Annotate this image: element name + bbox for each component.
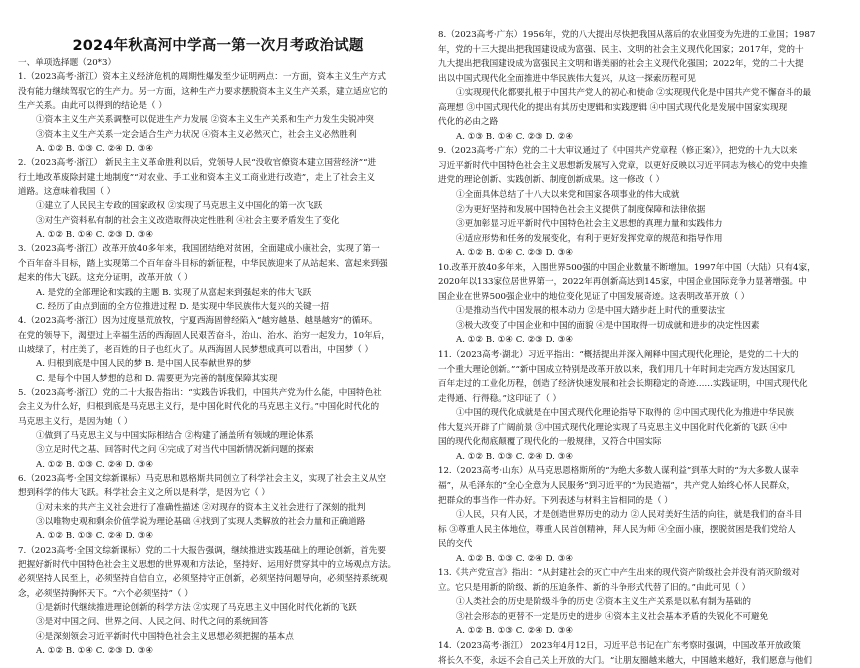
text-line: 进党的理论创新、实践创新、制度创新成果。这一修改（ ） xyxy=(438,175,665,186)
text-line: C. 是每个中国人梦想的总和 D. 需要更为完善的制度保障其实现 xyxy=(36,373,278,384)
text-line: 国的现代化彻底颠覆了现代化的一般规律，又符合中国实际 xyxy=(438,437,662,448)
text-line: 出以中国式现代化全面推进中华民族伟大复兴，从这一探索历程可见 xyxy=(438,73,696,84)
text-line: ④是深刻领会习近平新时代中国特色社会主义思想必须把握的基本点 xyxy=(36,631,294,642)
text-line: 立。它只是用新的阶级、新的压迫条件、新的斗争形式代替了旧的。”由此可见（ ） xyxy=(438,582,751,593)
text-line: 11.（2023高考·湖北）习近平指出：“概括提出并深入阐释中国式现代化理论，是党的二十大的 xyxy=(438,350,799,361)
text-line: 将长久不变，永远不会自己关上开放的大门。“让朋友圈越来越大，中国越来越好，我们愿意与他们 xyxy=(438,655,812,666)
text-line: 百年走过的工业化历程，创造了经济快速发展和社会长期稳定的奇迹……实践证明，中国式现代化 xyxy=(438,379,808,390)
text-line: 没有能力继续驾驭它的生产力。另一方面，这种生产力要求摆脱资本主义生产关系，建立适应它的 xyxy=(18,86,388,97)
text-line: 国企业在世界500强企业中的地位变化见证了中国发展奇迹。这表明改革开放（ ） xyxy=(438,291,750,302)
text-line: 2.（2023高考·浙江） 新民主主义革命胜利以后，党领导人民“没收官僚资本建立国营经济”“进 xyxy=(18,158,377,169)
left-text-lines xyxy=(18,56,396,658)
text-line: 起来的伟大飞跃。这充分证明，改革开放（ ） xyxy=(18,273,193,284)
text-line: 13.《共产党宣言》指出：“从封建社会的灭亡中产生出来的现代资产阶级社会并没有消灭阶级对 xyxy=(438,568,800,579)
text-line: ③立足时代之基、回答时代之问 ④完成了对当代中国新情况新问题的探索 xyxy=(36,445,314,456)
text-line: ①人类社会的历史是阶级斗争的历史 ②资本主义生产关系是以私有制为基础的 xyxy=(456,597,751,608)
text-line: 2020年以133家位居世界第一，2022年再创新高达到145家，中国企业国际竞争力显著增强。中 xyxy=(438,277,807,288)
text-line: ①资本主义生产关系调整可以促进生产力发展 ②资本主义生产关系和生产力发生尖锐冲突 xyxy=(36,115,374,126)
text-line: ①全面具体总结了十八大以来党和国家各项事业的伟大成就 xyxy=(456,190,680,201)
text-line: 把握好新时代中国特色社会主义思想的世界观和方法论，坚持好、运用好贯穿其中的立场观点方法。 xyxy=(18,560,397,571)
text-line: 14.（2023高考·浙江） 2023年4月12日，习近平总书记在广东考察时强调，中国改革开放政策 xyxy=(438,640,801,651)
text-line: 6.（2023高考·全国文综新课标）马克思和恩格斯共同创立了科学社会主义，实现了社会主义从空 xyxy=(18,473,386,484)
text-line: ①对未来的共产主义社会进行了准确性描述 ②对现存的资本主义社会进行了深刻的批判 xyxy=(36,502,366,513)
text-line: 在党的领导下，渴望过上幸福生活的西海固人民艰苦奋斗，治山、治水、治穷一起发力，10年后， xyxy=(18,330,390,341)
text-line: 10.改革开放40多年来，入围世界500强的中国企业数量不断增加。1997年中国（大陆）只有4家， xyxy=(438,262,816,273)
text-line: 年，党的十三大提出把我国建设成为富强、民主、文明的社会主义现代化国家；2017年，党的十 xyxy=(438,44,804,55)
text-line: A. ①② B. ①③ C. ②④ D. ③④ xyxy=(456,451,574,462)
text-line: ④适应形势和任务的发展变化，有利于更好发挥党章的规范和指导作用 xyxy=(456,233,723,244)
text-line: 8.（2023高考·广东）1956年，党的八大提出尽快把我国从落后的农业国变为先进的工业国；1987 xyxy=(438,30,816,40)
text-line: 习近平新时代中国特色社会主义思想新发展写入党章，以更好反映以习近平同志为核心的党中央推 xyxy=(438,160,808,171)
text-line: A. ①② B. ①③ C. ②④ D. ③④ xyxy=(36,459,154,470)
right-text-lines xyxy=(438,28,816,668)
text-line: 伟大复兴开辟了广阔前景 ③中国式现代化理论实现了马克思主义中国化时代化新的飞跃 ④中 xyxy=(438,422,788,433)
text-line: ①是推动当代中国发展的根本动力 ②是中国大踏步赶上时代的重要法宝 xyxy=(456,306,726,317)
text-line: ③更加彰显习近平新时代中国特色社会主义思想的真理力量和实践伟力 xyxy=(456,219,723,230)
text-line: 12.（2023高考·山东）从马克思恩格斯所的“为绝大多数人谋利益”到革大时的“为大多数人谋幸 xyxy=(438,466,799,477)
text-line: 4.（2023高考·浙江）因为过度垦荒放牧，宁夏西海固曾经陷入“越穷越垦、越垦越穷”的循环。 xyxy=(18,316,378,327)
text-line: A. ①② B. ①④ C. ②③ D. ③④ xyxy=(36,646,154,657)
text-line: 生产关系。由此可以得到的结论是（ ） xyxy=(18,101,167,112)
text-line: ③对生产资料私有制的社会主义改造取得决定性胜利 ④社会主要矛盾发生了变化 xyxy=(36,215,340,226)
text-line: ①建立了人民民主专政的国家政权 ②实现了马克思主义中国化的第一次飞跃 xyxy=(36,201,323,212)
text-line: C. 经历了由点到面的全方位推进过程 D. 是实现中华民族伟大复兴的关键一招 xyxy=(36,301,329,312)
text-line: A. ①② B. ①③ C. ②④ D. ③④ xyxy=(36,531,154,542)
text-line: 5.（2023高考·浙江）党的二十大报告指出：“实践告诉我们，中国共产党为什么能，中国特色社 xyxy=(18,387,382,398)
text-line: 民的交代 xyxy=(438,539,473,550)
page-title: 2024年秋高河中学高一第一次月考政治试题 xyxy=(72,38,364,54)
text-line: A. ①② B. ①③ C. ②④ D. ③④ xyxy=(36,144,154,155)
text-line: 3.（2023高考·浙江）改革开放40多年来，我国团结绝对贫困，全面建成小康社会，实现了第一 xyxy=(18,244,380,255)
text-line: 山坡绿了，村庄美了，老百姓的日子也红火了。从西海固人民梦想成真可以看出，中国梦（ ） xyxy=(18,344,374,355)
text-line: ①人民，只有人民，才是创造世界历史的动力 ②人民对美好生活的向往，就是我们的奋斗目 xyxy=(456,510,803,521)
text-line: 高理想 ③中国式现代化的提出有其历史逻辑和实践逻辑 ④中国式现代化是发展中国家实现现 xyxy=(438,102,788,113)
text-line: A. ①② B. ①④ C. ②③ D. ③④ xyxy=(456,335,574,346)
text-line: A. ①③ B. ①④ C. ②③ D. ②④ xyxy=(456,131,574,142)
text-line: ①实现现代化都要扎根于中国共产党人的初心和使命 ②实现现代化是中国共产党不懈奋斗的最 xyxy=(456,88,812,99)
text-line: 9.（2023高考·广东）党的二十大审议通过了《中国共产党章程（修正案）》，把党的十九大以来 xyxy=(438,146,798,157)
text-line: ③社会形态的更替不一定是历史的进步 ④资本主义社会基本矛盾的失锐化不可避免 xyxy=(456,611,769,622)
text-line: A. 归根到底是中国人民的梦 B. 是中国人民奉献世界的梦 xyxy=(36,359,252,370)
text-line: 代化的必由之路 xyxy=(438,117,499,128)
text-line: ③极大改变了中国企业和中国的面貌 ④是中国取得一切成就和进步的决定性因素 xyxy=(456,320,760,331)
text-line: ③以唯物史观和剩余价值学说为理论基础 ④找到了实现人类解放的社会力量和正确道路 xyxy=(36,517,366,527)
text-line: A. 是党的全部理论和实践的主题 B. 实现了从富起来到强起来的伟大飞跃 xyxy=(36,287,312,298)
text-line: ①是新时代继续推进理论创新的科学方法 ②实现了马克思主义中国化时代化新的飞跃 xyxy=(36,603,357,614)
text-line: 一个重大理论创新。”“新中国成立特别是改革开放以来，我们用几十年时间走完西方发达国家几 xyxy=(438,364,795,375)
text-line: ①中国的现代化成就是在中国式现代化理论指导下取得的 ②中国式现代化为推进中华民族 xyxy=(456,408,794,419)
text-line: 福”，从毛泽东的“全心全意为人民服务”到习近平的“为民造福”，共产党人始终心怀人民群众， xyxy=(438,480,796,491)
text-line: A. ①② B. ①④ C. ②③ D. ③④ xyxy=(456,248,574,259)
text-line: 会主义为什么好，归根到底是马克思主义行，是中国化时代化的马克思主义行。”中国化时代化的 xyxy=(18,402,380,413)
text-line: 九大提出把我国建设成为富强民主文明和谐美丽的社会主义现代化强国；2022年，党的二十大提 xyxy=(438,59,804,70)
text-line: 1.（2023高考·浙江）资本主义经济危机的周期性爆发至少证明两点：一方面，资本主义生产方式 xyxy=(18,72,386,83)
text-line: A. ①② B. ①③ C. ②④ D. ③④ xyxy=(456,553,574,564)
text-line: A. ①② B. ①③ C. ②④ D. ③④ xyxy=(456,626,574,637)
text-line: 想到科学的伟大飞跃。科学社会主义之所以是科学，是因为它（ ） xyxy=(18,488,270,499)
text-line: 念，必须坚持胸怀天下。“六个必须坚持”（ ） xyxy=(18,588,193,599)
text-line: ②为更好坚持和发展中国特色社会主义提供了制度保障和法律依据 xyxy=(456,204,706,215)
text-line: 马克思主义行，是因为她（ ） xyxy=(18,416,133,427)
text-line: 个百年奋斗目标，踏上实现第二个百年奋斗目标的新征程，中华民族迎来了从站起来、富起来到强 xyxy=(18,258,388,269)
text-line: ③是对中国之问、世界之问、人民之问、时代之问的系统回答 xyxy=(36,617,269,628)
text-line: ①做到了马克思主义与中国实际相结合 ②构建了涵盖所有领域的理论体系 xyxy=(36,430,314,441)
text-line: 7.（2023高考·全国文综新课标）党的二十大报告强调，继续推进实践基础上的理论创新，首先要 xyxy=(18,545,386,556)
text-line: 一、单项选择题（20*3） xyxy=(18,58,117,68)
text-line: 把群众的事当作一件办好。下列表述与材料主旨相同的是（ ） xyxy=(438,495,673,506)
text-line: 道路。这意味着我国（ ） xyxy=(18,187,116,198)
text-line: 行土地改革废除封建土地制度”“对农业、手工业和资本主义工商业进行改造”，走上了社会主义 xyxy=(18,172,375,183)
text-line: 必须坚持人民至上，必须坚持自信自立，必须坚持守正创新，必须坚持问题导向，必须坚持系统观 xyxy=(18,574,388,585)
text-line: 走得通、行得稳。”这印证了（ ） xyxy=(438,393,562,404)
text-line: ③资本主义生产关系一定会适合生产力状况 ④资本主义必然灭亡，社会主义必然胜利 xyxy=(36,129,357,140)
text-line: 标 ③尊重人民主体地位，尊重人民首创精神，拜人民为师 ④全面小康，摆脱贫困是我们党给人 xyxy=(438,524,796,535)
text-line: A. ①② B. ①④ C. ②③ D. ③④ xyxy=(36,230,154,241)
